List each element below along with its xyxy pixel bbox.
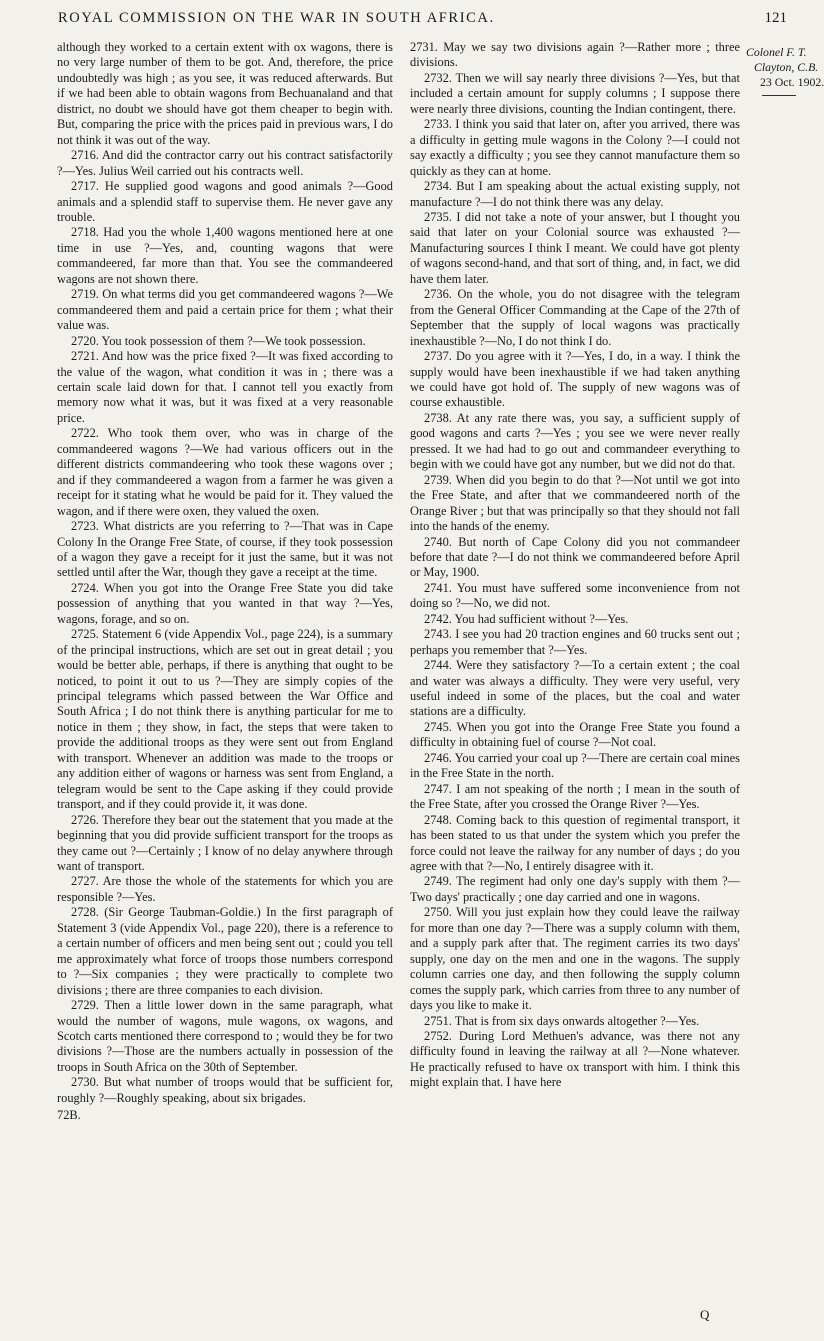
right-column <box>410 40 740 1091</box>
paragraph: 2741. You must have suffered some inconvenience from not doing so ?—No, we did not. <box>410 580 740 611</box>
paragraph: 2720. You took possession of them ?—We took possession. <box>71 333 366 348</box>
testimony-date: 23 Oct. 1902. <box>760 75 824 89</box>
witness-name-cont: Clayton, C.B. <box>754 60 819 74</box>
paragraph: 2727. Are those the whole of the statements for which you are responsible ?—Yes. <box>57 874 393 904</box>
running-title: ROYAL COMMISSION ON THE WAR IN SOUTH AFRICA. <box>58 10 495 26</box>
paragraph: 2719. On what terms did you get commandeered wagons ?—We commandeered them and paid a certain price for them ; what their value was. <box>57 287 393 333</box>
paragraph: 2749. The regiment had only one day's supply with them ?—Two days' practically ; one day carried and one in wagons. <box>410 874 740 904</box>
paragraph: 2731. May we say two divisions again ?—Rather more ; three divisions. <box>410 40 740 70</box>
paragraph: 2736. On the whole, you do not disagree with the telegram from the General Officer Commanding at the Cape of the 27th of September that the supply of local wagons was practically inexhaustible ?—No, I do not think I do. <box>410 287 740 348</box>
witness-name: Colonel F. T. <box>746 45 807 59</box>
paragraph: 2723. What districts are you referring to ?—That was in Cape Colony In the Orange Free State, of course, if they took possession of a wagon they gave a receipt for it just the same, but it was not settled until after the War, though they gave a receipt at the time. <box>57 519 393 580</box>
page-number: 121 <box>764 10 787 26</box>
paragraph: 2746. You carried your coal up ?—There are certain coal mines in the Free State in the north. <box>410 750 740 781</box>
paragraph: 2742. You had sufficient without ?—Yes. <box>424 611 629 626</box>
paragraph: 2739. When did you begin to do that ?—Not until we got into the Free State, and after that we commandeered north of the Orange River ; but that was principally so that they should not fall into the hands of the enemy. <box>410 472 740 534</box>
paragraph: 2717. He supplied good wagons and good animals ?—Good animals and a splendid staff to supervise them. He never gave any trouble. <box>57 179 393 224</box>
paragraph: 2740. But north of Cape Colony did you not commandeer before that date ?—I do not think we commandeered before April or May, 1900. <box>410 534 740 580</box>
paragraph: 2745. When you got into the Orange Free State you found a difficulty in obtaining fuel of course ?—Not coal. <box>410 719 740 750</box>
paragraph: 2726. Therefore they bear out the statement that you made at the beginning that you did provide sufficient transport for the troops as they came out ?—Certainly ; I know of no delay anywhere through want of transport. <box>57 812 393 874</box>
paragraph: 2722. Who took them over, who was in charge of the commandeered wagons ?—We had various officers out in the different districts commandeering who took these wagons over ; and if they commandeered a wagon from a farmer he was given a receipt for it stating what he would be paid for it. They valued the wagon, and if there were oxen, they valued the oxen. <box>57 426 393 518</box>
paragraph: 2750. Will you just explain how they could leave the railway for more than one day ?—There was a supply column with them, and a supply park after that. The regiment carries its two days' supply, one day on the men and one in the wagons. The supply column carries one day, and then following the supply column comes the supply park, which carries from three to any number of days you like to make it. <box>410 905 740 1013</box>
paragraph: 2716. And did the contractor carry out his contract satisfactorily ?—Yes. Julius Weil carried out his contracts well. <box>57 148 393 178</box>
page-header <box>0 10 801 32</box>
paragraph: 2748. Coming back to this question of regimental transport, it has been stated to us that under the system which you prefer the force could not leave the railway for any number of days ; do you agree with that ?—No, I entirely disagree with it. <box>410 812 740 874</box>
paragraph: 2738. At any rate there was, you say, a sufficient supply of good wagons and carts ?—Yes ; you see we were never really pressed. It we had had to go out and commandeer everything to begin with we could have got any number, but we did not do that. <box>410 410 740 472</box>
paragraph: 2724. When you got into the Orange Free State you did take possession of anything that you wanted in that way ?—Yes, wagons, forage, and so on. <box>57 580 393 626</box>
signature-mark: Q <box>700 1307 710 1322</box>
paragraph: 2728. (Sir George Taubman-Goldie.) In the first paragraph of Statement 3 (vide Appendix Vol., page 220), there is a reference to a certain number of officers and men being sent out ; could you tell me approximately what force of troops those numbers correspond to ?—Six companies ; they were practically to complete two divisions ; there are three companies to each division. <box>57 905 393 997</box>
paragraph: 2747. I am not speaking of the north ; I mean in the south of the Free State, after you crossed the Orange River ?—Yes. <box>410 781 740 812</box>
margin-note <box>746 45 824 96</box>
paragraph: 2743. I see you had 20 traction engines and 60 trucks sent out ; perhaps you remember that ?—Yes. <box>410 627 740 657</box>
paragraph: 2744. Were they satisfactory ?—To a certain extent ; the coal and water was always a difficulty. They were very useful, very useful indeed in some of the places, but the coal and water stations are a difficulty. <box>410 658 740 719</box>
paragraph: 2737. Do you agree with it ?—Yes, I do, in a way. I think the supply would have been inexhaustible if we had taken anything we could have got hold of. The supply of new wagons was of course exhaustible. <box>410 349 740 410</box>
paragraph: 2734. But I am speaking about the actual existing supply, not manufacture ?—I do not think there was any delay. <box>410 179 740 209</box>
paragraph: 2725. Statement 6 (vide Appendix Vol., page 224), is a summary of the principal instructions, which are set out in great detail ; you would be better able, perhaps, if there is anything that ought to be noticed, to point it out to us ?—They are simply copies of the principal telegrams which passed between the War Office and South Africa ; I do not think there is anything particular for me to notice in them ; they show, in fact, the steps that were taken to provide the additional troops as they were sent out from England with transport. Whenever an addition was made to the troops or any addition either of wagons or harness was sent from England, a telegram would be sent to the Cape asking if they could provide transport, and if they could provide it, it was done. <box>57 627 393 812</box>
paragraph: 2752. During Lord Methuen's advance, was there not any difficulty found in leaving the railway at all ?—None whatever. He practically refused to have ox transport with him. I think this might explain that. I have here <box>410 1029 740 1090</box>
paragraph: although they worked to a certain extent with ox wagons, there is no very large number of them to be got. And, therefore, the price undoubtedly was high ; as you see, it was reduced afterwards. But if we had been able to obtain wagons from Bechuanaland and that district, no doubt we should have got them cheaper to begin with. But, comparing the price with the prices paid in previous wars, I do not think it was out of the way. <box>57 40 393 147</box>
paragraph: 2735. I did not take a note of your answer, but I thought you said that later on your Colonial source was exhausted ?—Manufacturing sources I think I meant. We could have got plenty of wagons second-hand, and that sort of thing, and, in fact, we did have them later. <box>410 209 740 286</box>
left-column <box>57 40 393 1124</box>
paragraph: 2732. Then we will say nearly three divisions ?—Yes, but that included a certain amount for supply columns ; I suppose there were nearly three divisions, counting the Indian contingent, there. <box>410 70 740 116</box>
printer-signature: 72B. <box>57 1108 81 1123</box>
paragraph: 2729. Then a little lower down in the same paragraph, what would the number of wagons, mule wagons, ox wagons, and Scotch carts mentioned there correspond to ; would they be for two divisions ?—Those are the numbers actually in possession of the troops in South Africa on the 30th of September. <box>57 998 393 1074</box>
paragraph: 2733. I think you said that later on, after you arrived, there was a difficulty in getting mule wagons in the Colony ?—I could not say exactly a difficulty ; you see they cannot manufacture them so quickly as they can at home. <box>410 117 740 178</box>
margin-rule <box>762 95 796 96</box>
paragraph: 2730. But what number of troops would that be sufficient for, roughly ?—Roughly speaking, about six brigades. <box>57 1075 393 1105</box>
paragraph: 2721. And how was the price fixed ?—It was fixed according to the value of the wagon, what condition it was in ; there was a certain scale laid down for that. I cannot tell you exactly from memory now what it was, but it was fixed at a very reasonable price. <box>57 349 393 425</box>
paragraph: 2718. Had you the whole 1,400 wagons mentioned here at one time in use ?—Yes, and, counting wagons that were commandeered, far more than that. You see the commandeered wagons are not shown there. <box>57 225 393 286</box>
paragraph: 2751. That is from six days onwards altogether ?—Yes. <box>424 1013 700 1028</box>
